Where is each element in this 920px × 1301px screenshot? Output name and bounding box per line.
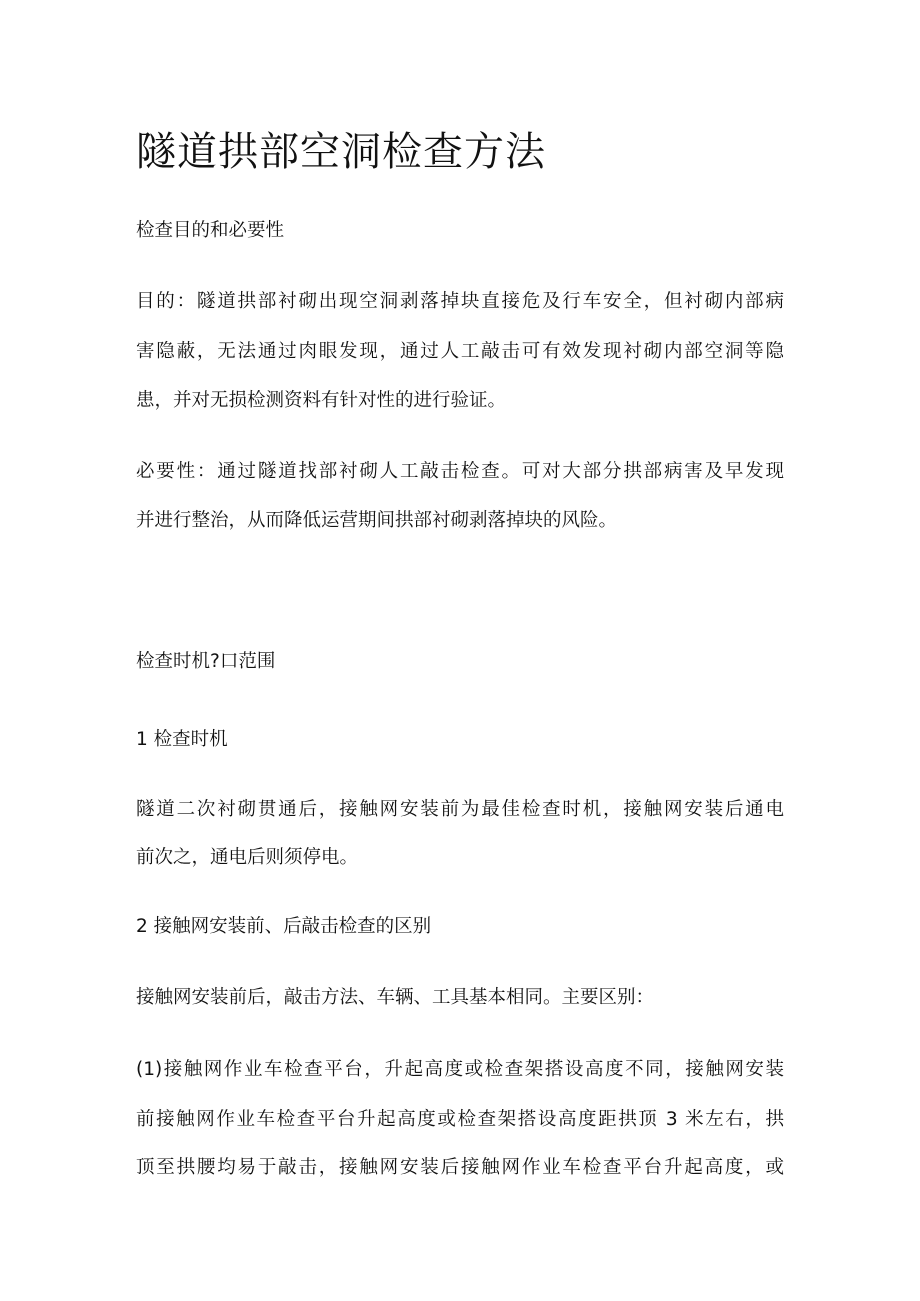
paragraph-item-1-line-3: 顶至拱腰均易于敲击，接触网安装后接触网作业车检查平台升起高度，或: [136, 1157, 784, 1178]
paragraph-necessity-line-1: 必要性：通过隧道找部衬砌人工敲击检查。可对大部分拱部病害及早发现: [136, 461, 784, 482]
subsection-heading-timing: 1 检查时机: [136, 729, 228, 750]
paragraph-necessity-line-2: 并进行整治，从而降低运营期间拱部衬砌剥落掉块的风险。: [136, 510, 618, 531]
paragraph-item-1-line-2: 前接触网作业车检查平台升起高度或检查架搭设高度距拱顶 3 米左右，拱: [136, 1109, 784, 1130]
section-heading-timing-scope: 检查时机?口范围: [136, 651, 276, 672]
paragraph-purpose-line-3: 患，并对无损检测资料有针对性的进行验证。: [136, 390, 507, 411]
paragraph-timing-line-2: 前次之，通电后则须停电。: [136, 847, 359, 868]
paragraph-difference-intro: 接触网安装前后，敲击方法、车辆、工具基本相同。主要区别：: [136, 987, 655, 1008]
subsection-heading-difference: 2 接触网安装前、后敲击检查的区别: [136, 916, 432, 937]
paragraph-purpose-line-2: 害隐蔽，无法通过肉眼发现，通过人工敲击可有效发现衬砌内部空洞等隐: [136, 341, 784, 362]
document-title: 隧道拱部空洞检查方法: [136, 129, 546, 175]
paragraph-item-1-line-1: (1)接触网作业车检查平台，升起高度或检查架搭设高度不同，接触网安装: [136, 1059, 784, 1080]
section-heading-purpose: 检查目的和必要性: [136, 220, 285, 241]
paragraph-purpose-line-1: 目的：隧道拱部衬砌出现空洞剥落掉块直接危及行车安全，但衬砌内部病: [136, 291, 784, 312]
paragraph-timing-line-1: 隧道二次衬砌贯通后，接触网安装前为最佳检查时机，接触网安装后通电: [136, 799, 784, 820]
